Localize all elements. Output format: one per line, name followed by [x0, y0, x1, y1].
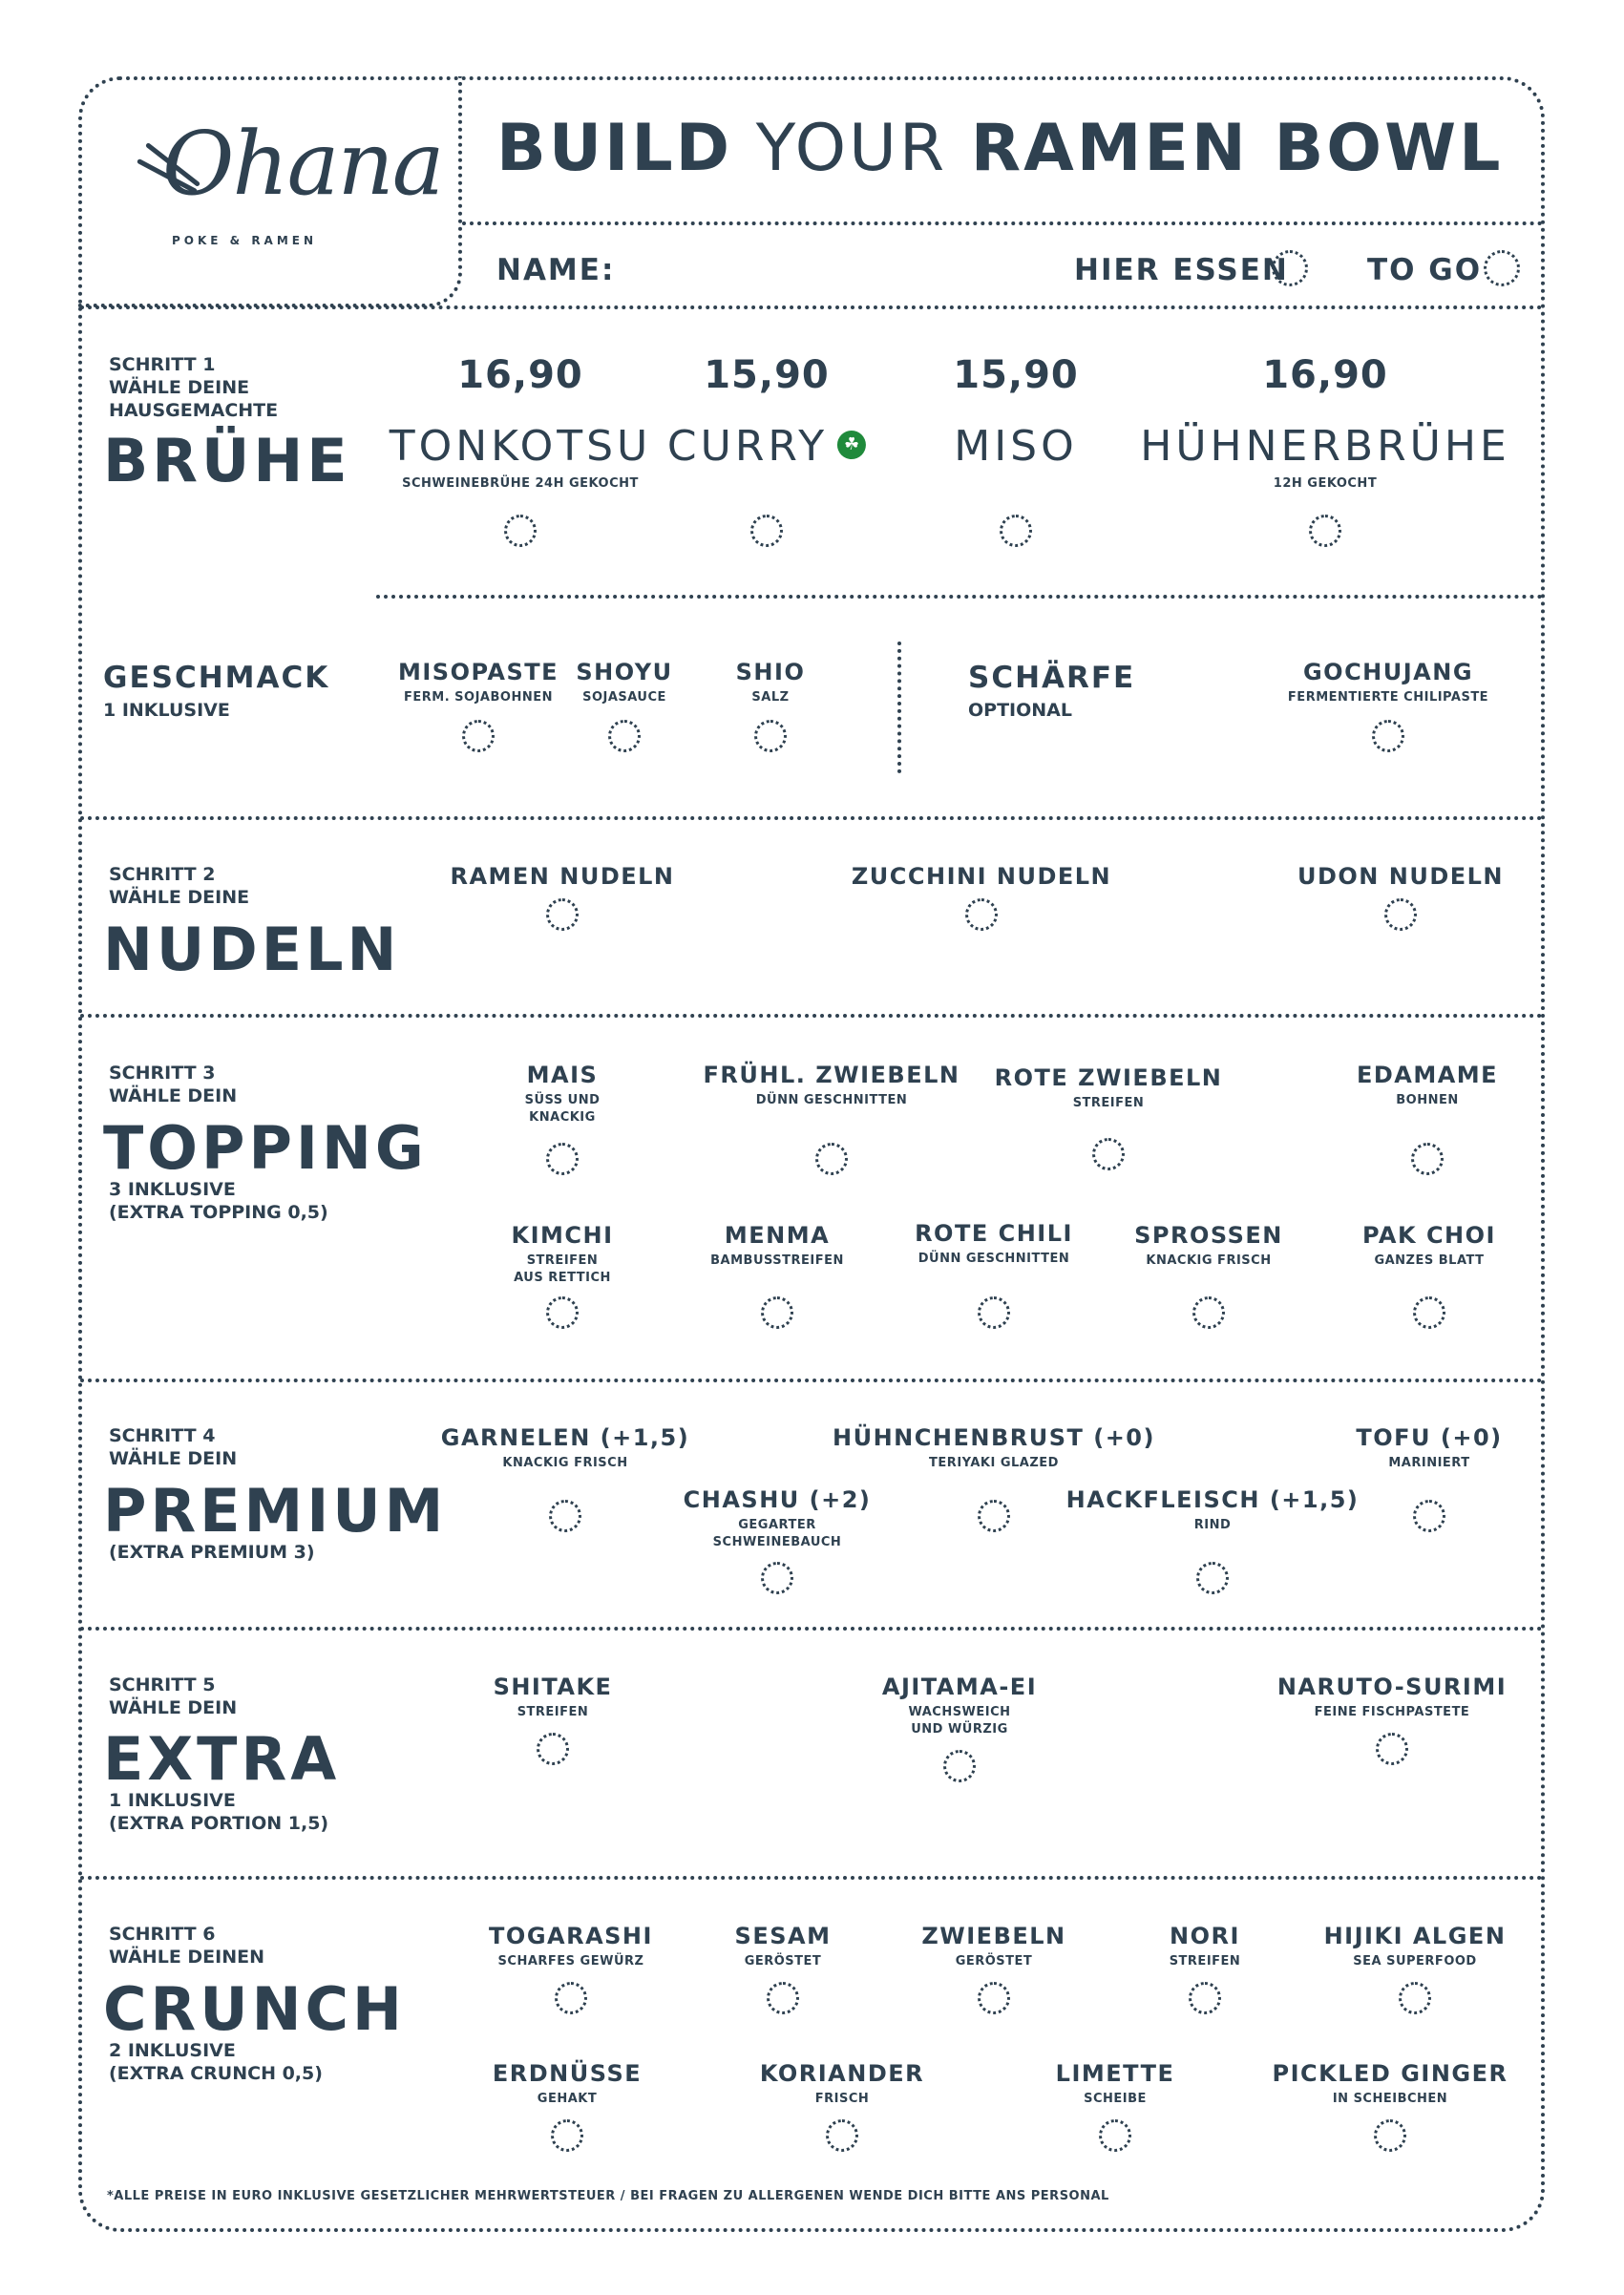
- broth-checkbox-huehnerbruehe[interactable]: [1309, 515, 1341, 547]
- premium-option-huehnchenbrust: HÜHNCHENBRUST (+0) TERIYAKI GLAZED: [833, 1424, 1155, 1470]
- section-divider-crunch: [80, 1876, 1543, 1880]
- crunch-checkbox-zwiebeln[interactable]: [978, 1982, 1010, 2014]
- premium-option-chashu: CHASHU (+2) GEGARTER SCHWEINEBAUCH: [683, 1486, 872, 1549]
- crunch-option-sesam: SESAM GERÖSTET: [734, 1923, 832, 1969]
- topping-heading: TOPPING: [103, 1113, 428, 1183]
- header-divider: [462, 221, 1543, 225]
- section-divider-topping: [80, 1014, 1543, 1018]
- crunch-step: SCHRITT 6 WÄHLE DEINEN: [109, 1924, 265, 1968]
- topping-option-sprossen: SPROSSEN KNACKIG FRISCH: [1134, 1222, 1283, 1268]
- topping-option-fruehl-zwiebeln: FRÜHL. ZWIEBELN DÜNN GESCHNITTEN: [703, 1062, 960, 1107]
- topping-checkbox-rote-chili[interactable]: [978, 1296, 1010, 1329]
- premium-note: (EXTRA PREMIUM 3): [109, 1542, 315, 1563]
- flavor-checkbox-misopaste[interactable]: [462, 720, 495, 752]
- flavor-spice-divider: [897, 642, 901, 773]
- premium-checkbox-chashu[interactable]: [761, 1562, 793, 1594]
- extra-step: SCHRITT 5 WÄHLE DEIN: [109, 1674, 238, 1718]
- to-go-checkbox[interactable]: [1484, 250, 1520, 286]
- flavor-option-shio: SHIO SALZ: [735, 659, 806, 705]
- noodles-option-zucchini: ZUCCHINI NUDELN: [851, 863, 1112, 890]
- crunch-checkbox-pickled-ginger[interactable]: [1374, 2119, 1406, 2152]
- topping-checkbox-kimchi[interactable]: [546, 1296, 579, 1329]
- title-part-1: BUILD: [496, 111, 733, 186]
- broth-step: SCHRITT 1 WÄHLE DEINE HAUSGEMACHTE: [109, 354, 279, 421]
- crunch-option-koriander: KORIANDER FRISCH: [759, 2060, 925, 2106]
- premium-step: SCHRITT 4 WÄHLE DEIN: [109, 1425, 238, 1469]
- broth-option-huehnerbruehe: 16,90 HÜHNERBRÜHE 12H GEKOCHT: [1140, 353, 1510, 491]
- broth-checkbox-curry[interactable]: [750, 515, 783, 547]
- crunch-heading: CRUNCH: [103, 1974, 406, 2044]
- premium-checkbox-garnelen[interactable]: [549, 1500, 581, 1532]
- flavor-note: 1 INKLUSIVE: [103, 700, 230, 721]
- section-divider-extra: [80, 1627, 1543, 1631]
- topping-checkbox-mais[interactable]: [546, 1143, 579, 1175]
- crunch-checkbox-sesam[interactable]: [767, 1982, 799, 2014]
- premium-option-hackfleisch: HACKFLEISCH (+1,5) RIND: [1065, 1486, 1360, 1532]
- section-divider-premium: [80, 1379, 1543, 1382]
- premium-checkbox-huehnchenbrust[interactable]: [978, 1500, 1010, 1532]
- page-title: [496, 111, 1503, 186]
- topping-step: SCHRITT 3 WÄHLE DEIN: [109, 1063, 238, 1106]
- topping-option-rote-chili: ROTE CHILI DÜNN GESCHNITTEN: [915, 1220, 1073, 1266]
- topping-option-rote-zwiebeln: ROTE ZWIEBELN STREIFEN: [994, 1064, 1223, 1110]
- premium-checkbox-tofu[interactable]: [1413, 1500, 1445, 1532]
- extra-option-ajitama-ei: AJITAMA-EI WACHSWEICH UND WÜRZIG: [881, 1674, 1038, 1737]
- crunch-option-zwiebeln: ZWIEBELN GERÖSTET: [921, 1923, 1066, 1969]
- broth-option-curry: 15,90 CURRY ☘: [667, 353, 866, 471]
- crunch-option-erdnuesse: ERDNÜSSE GEHAKT: [492, 2060, 643, 2106]
- topping-option-kimchi: KIMCHI STREIFEN AUS RETTICH: [511, 1222, 614, 1285]
- crunch-checkbox-koriander[interactable]: [826, 2119, 858, 2152]
- title-part-3: RAMEN BOWL: [970, 111, 1504, 186]
- vegan-leaf-icon: ☘: [837, 431, 866, 459]
- crunch-option-pickled-ginger: PICKLED GINGER IN SCHEIBCHEN: [1272, 2060, 1508, 2106]
- crunch-option-hijiki-algen: HIJIKI ALGEN SEA SUPERFOOD: [1323, 1923, 1507, 1969]
- crunch-note: 2 INKLUSIVE (EXTRA CRUNCH 0,5): [109, 2040, 323, 2084]
- crunch-option-nori: NORI STREIFEN: [1169, 1923, 1241, 1969]
- topping-checkbox-pak-choi[interactable]: [1413, 1296, 1445, 1329]
- topping-checkbox-edamame[interactable]: [1411, 1143, 1444, 1175]
- broth-option-miso: 15,90 MISO: [953, 353, 1079, 471]
- crunch-checkbox-erdnuesse[interactable]: [551, 2119, 583, 2152]
- footer-note: *ALLE PREISE IN EURO INKLUSIVE GESETZLICHER MEHRWERTSTEUER / BEI FRAGEN ZU ALLERGENEN WENDE DICH BITTE ANS PERSONAL: [107, 2189, 1109, 2203]
- topping-option-mais: MAIS SÜSS UND KNACKIG: [524, 1062, 601, 1125]
- extra-heading: EXTRA: [103, 1724, 341, 1794]
- spice-option-gochujang: GOCHUJANG FERMENTIERTE CHILIPASTE: [1287, 659, 1489, 705]
- topping-checkbox-rote-zwiebeln[interactable]: [1092, 1138, 1125, 1170]
- crunch-option-togarashi: TOGARASHI SCHARFES GEWÜRZ: [489, 1923, 653, 1969]
- broth-option-tonkotsu: 16,90 TONKOTSU SCHWEINEBRÜHE 24H GEKOCHT: [389, 353, 652, 491]
- topping-checkbox-sprossen[interactable]: [1192, 1296, 1225, 1329]
- topping-note: 3 INKLUSIVE (EXTRA TOPPING 0,5): [109, 1179, 328, 1223]
- title-part-2: YOUR: [755, 111, 948, 186]
- flavor-option-misopaste: MISOPASTE FERM. SOJABOHNEN: [397, 659, 559, 705]
- topping-option-pak-choi: PAK CHOI GANZES BLATT: [1362, 1222, 1496, 1268]
- section-divider-broth: [80, 305, 1543, 309]
- noodles-checkbox-zucchini[interactable]: [965, 898, 998, 931]
- flavor-checkbox-shoyu[interactable]: [608, 720, 641, 752]
- premium-option-garnelen: GARNELEN (+1,5) KNACKIG FRISCH: [440, 1424, 690, 1470]
- noodles-heading: NUDELN: [103, 915, 401, 984]
- extra-option-naruto-surimi: NARUTO-SURIMI FEINE FISCHPASTETE: [1276, 1674, 1508, 1719]
- extra-checkbox-shitake[interactable]: [537, 1733, 569, 1765]
- spice-note: OPTIONAL: [968, 700, 1072, 721]
- noodles-option-ramen: RAMEN NUDELN: [450, 863, 675, 890]
- crunch-checkbox-nori[interactable]: [1189, 1982, 1221, 2014]
- noodles-step: SCHRITT 2 WÄHLE DEINE: [109, 864, 250, 908]
- eat-in-label: HIER ESSEN: [1074, 253, 1289, 287]
- topping-option-menma: MENMA BAMBUSSTREIFEN: [710, 1222, 844, 1268]
- flavor-checkbox-shio[interactable]: [754, 720, 787, 752]
- noodles-checkbox-ramen[interactable]: [546, 898, 579, 931]
- section-divider-noodles: [80, 816, 1543, 820]
- crunch-checkbox-togarashi[interactable]: [555, 1982, 587, 2014]
- spice-checkbox-gochujang[interactable]: [1372, 720, 1404, 752]
- logo-wordmark: Ohana: [162, 113, 443, 215]
- spice-heading: SCHÄRFE: [968, 661, 1136, 695]
- eat-in-checkbox[interactable]: [1272, 250, 1308, 286]
- premium-option-tofu: TOFU (+0) MARINIERT: [1356, 1424, 1503, 1470]
- extra-note: 1 INKLUSIVE (EXTRA PORTION 1,5): [109, 1790, 329, 1834]
- extra-checkbox-naruto-surimi[interactable]: [1376, 1733, 1408, 1765]
- broth-checkbox-miso[interactable]: [1000, 515, 1032, 547]
- noodles-checkbox-udon[interactable]: [1384, 898, 1417, 931]
- noodles-option-udon: UDON NUDELN: [1297, 863, 1505, 890]
- name-label: NAME:: [496, 253, 616, 287]
- logo-tagline: POKE & RAMEN: [172, 234, 318, 247]
- flavor-heading: GESCHMACK: [103, 661, 330, 695]
- premium-checkbox-hackfleisch[interactable]: [1196, 1562, 1229, 1594]
- crunch-checkbox-hijiki-algen[interactable]: [1399, 1982, 1431, 2014]
- section-divider-flavor: [376, 595, 1543, 599]
- crunch-checkbox-limette[interactable]: [1099, 2119, 1131, 2152]
- topping-checkbox-menma[interactable]: [761, 1296, 793, 1329]
- topping-checkbox-fruehl-zwiebeln[interactable]: [815, 1143, 848, 1175]
- extra-checkbox-ajitama-ei[interactable]: [943, 1750, 976, 1782]
- extra-option-shitake: SHITAKE STREIFEN: [493, 1674, 613, 1719]
- premium-heading: PREMIUM: [103, 1476, 448, 1546]
- broth-checkbox-tonkotsu[interactable]: [504, 515, 537, 547]
- flavor-option-shoyu: SHOYU SOJASAUCE: [576, 659, 673, 705]
- crunch-option-limette: LIMETTE SCHEIBE: [1055, 2060, 1175, 2106]
- to-go-label: TO GO: [1367, 253, 1483, 287]
- broth-heading: BRÜHE: [103, 426, 351, 495]
- topping-option-edamame: EDAMAME BOHNEN: [1356, 1062, 1499, 1107]
